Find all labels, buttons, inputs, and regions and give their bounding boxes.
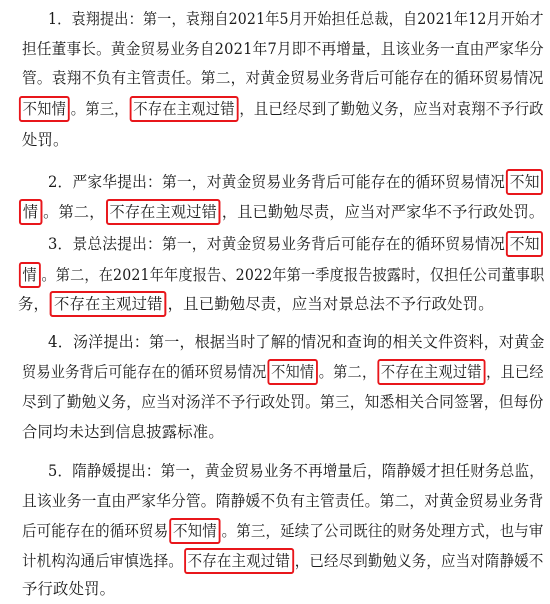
highlight-box: 不存在主观过错 <box>377 359 485 385</box>
highlight-box: 不知 <box>506 169 543 195</box>
paragraph-3-line-2: 情 。第二，在2021年年度报告、2022年第一季度报告披露时，仅担任公司董事职 <box>18 260 503 290</box>
highlight-box: 不知 <box>506 231 543 257</box>
paragraph-1-line-4: 不知情 。第三， 不存在主观过错 ，且已经尽到了勤勉义务，应当对袁翔不予行政 <box>18 94 509 124</box>
paragraph-3-line-3: 务， 不存在主观过错 ，且已勤勉尽责，应当对景总法不予行政处罚。 <box>18 289 544 319</box>
paragraph-1-line-5: 处罚。 <box>22 131 69 149</box>
paragraph-4-line-1: 4．汤洋提出：第一，根据当时了解的情况和查询的相关文件资料，对黄金 <box>48 333 545 351</box>
paragraph-2-line-1: 2．严家华提出：第一，对黄金贸易业务背后可能存在的循环贸易情况 不知 <box>48 167 525 197</box>
highlight-box: 不知情 <box>169 518 220 544</box>
highlight-box: 情 <box>19 262 41 288</box>
paragraph-4-line-3: 尽到了勤勉义务，应当对汤洋不予行政处罚。第三，知悉相关合同签署，但每份 <box>22 393 544 411</box>
paragraph-1-line-2: 担任董事长。黄金贸易业务自2021年7月即不再增量，且该业务一直由严家华分 <box>22 40 544 58</box>
highlight-box: 不存在主观过错 <box>106 199 221 225</box>
highlight-box: 不存在主观过错 <box>50 291 167 317</box>
paragraph-5-line-1: 5．隋静媛提出：第一，黄金贸易业务不再增量后，隋静媛才担任财务总监， <box>48 462 544 480</box>
highlight-box: 情 <box>19 199 42 225</box>
paragraph-5-line-3: 后可能存在的循环贸易 不知情 。第三，延续了公司既往的财务处理方式，也与审 <box>22 516 514 546</box>
paragraph-4-line-2: 贸易业务背后可能存在的循环贸易情况 不知情 。第二， 不存在主观过错 ，且已经 <box>22 357 506 387</box>
paragraph-1-line-1: 1．袁翔提出：第一，袁翔自2021年5月开始担任总裁，自2021年12月开始才 <box>48 10 544 28</box>
paragraph-1-line-3: 管。袁翔不负有主管责任。第二，对黄金贸易业务背后可能存在的循环贸易情况 <box>22 69 544 87</box>
paragraph-4-line-4: 合同均未达到信息披露标准。 <box>22 423 224 441</box>
paragraph-5-line-2: 且该业务一直由严家华分管。隋静媛不负有主管责任。第二，对黄金贸易业务背 <box>22 492 544 510</box>
highlight-box: 不知情 <box>19 96 70 122</box>
paragraph-2-line-2: 情 。第二， 不存在主观过错 ，且已勤勉尽责，应当对严家华不予行政处罚。 <box>18 197 538 227</box>
paragraph-5-line-4: 计机构沟通后审慎选择。 不存在主观过错 ，已经尽到勤勉义务，应当对隋静媛不 <box>22 546 514 576</box>
highlight-box: 不存在主观过错 <box>130 96 239 122</box>
highlight-box: 不知情 <box>267 359 317 385</box>
highlight-box: 不存在主观过错 <box>184 548 294 574</box>
paragraph-3-line-1: 3．景总法提出：第一，对黄金贸易业务背后可能存在的循环贸易情况 不知 <box>48 229 525 259</box>
paragraph-5-line-5: 予行政处罚。 <box>22 580 116 598</box>
